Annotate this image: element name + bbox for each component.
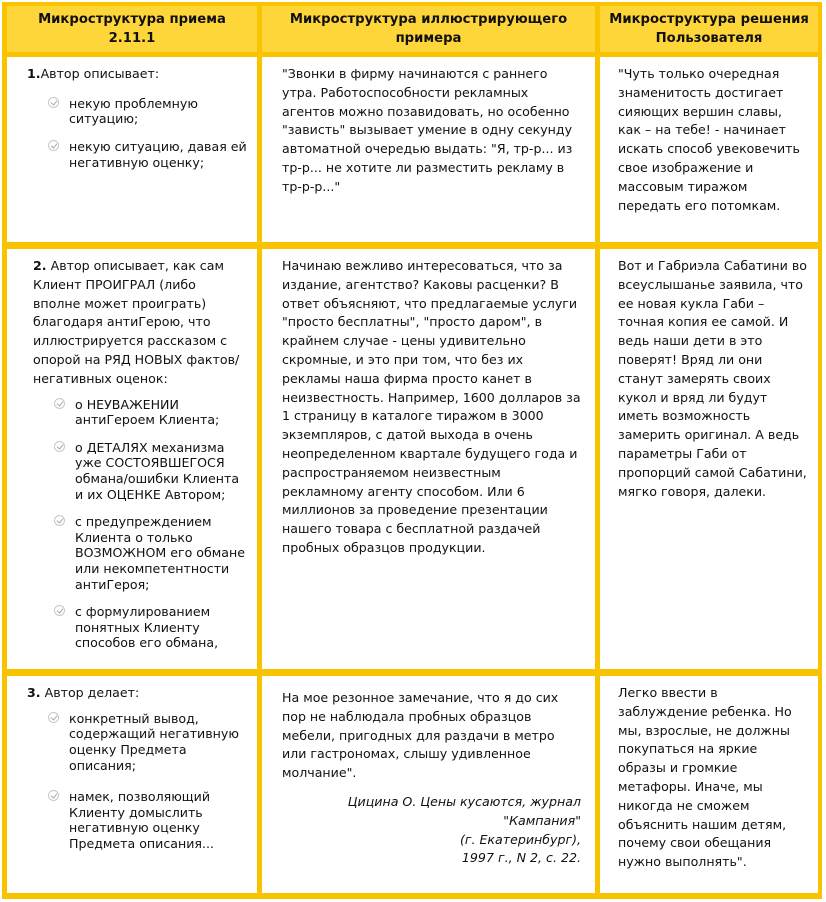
check-circle-icon	[54, 605, 65, 616]
header-col-technique: Микроструктура приема 2.11.1	[7, 6, 257, 52]
row2-example: Начинаю вежливо интересоваться, что за издание, агентство? Каковы расценки? В ответ объясняют, что предлагаемые услуги "просто бесплатны", "просто даром", в крайнем случае - цены удивительно скромные, и это при том, что без их рекламы наша фирма просто канет в неизвестность. Например, 1600 долларов за 1 страницу в каталоге тиражом в 3000 экземпляров, с датой выхода в очень неопределенном квартале будущего года и распространяемом неизвестным рекламному агенту способом. Или 6 миллионов за проведение презентации нашего товара с бесплатной раздачей пробных образцов продукции.	[262, 249, 595, 669]
check-circle-icon	[48, 140, 59, 151]
row2-solution: Вот и Габриэла Сабатини во всеуслышанье заявила, что ее новая кукла Габи – точная копия ее самой. И ведь наши дети в это поверят! Вряд ли они станут замерять своих кукол и вряд ли будут иметь возможность замерить оригинал. А ведь параметры Габи от пропорций самой Сабатини, мягко говоря, далеки.	[600, 249, 818, 669]
header-col-solution: Микроструктура решения Пользователя	[600, 6, 818, 52]
row3-solution: Легко ввести в заблуждение ребенка. Но мы, взрослые, не должны покупаться на яркие образы и громкие метафоры. Иначе, мы никогда не сможем объяснить нашим детям, почему свои обещания нужно выполнять".	[600, 676, 818, 893]
list-item: намек, позволяющий Клиенту домыслить негативную оценку Предмета описания...	[47, 789, 247, 851]
row-number: 2.	[33, 258, 47, 273]
row1-example: "Звонки в фирму начинаются с раннего утра. Работоспособности рекламных агентов можно позавидовать, но особенно "зависть" вызывает умение в одну секунду автоматной очередью выдать: "Я, тр-р... из тр-р... не хотите ли разместить рекламу в тр-р-р..."	[262, 57, 595, 242]
row2-technique: 2. Автор описывает, как сам Клиент ПРОИГРАЛ (либо вполне может проиграть) благодаря антиГерою, что иллюстрируется рассказом с опорой на РЯД НОВЫХ фактов/негативных оценок: о НЕУВАЖЕНИИ антиГероем Клиента; о ДЕТАЛЯХ механизма уже СОСТОЯВШЕГОСЯ обмана/ошибки Клиента и их ОЦЕНКЕ Автором; с предупреждением Клиента о только ВОЗМОЖНОМ его обмане или некомпетентности антиГероя; с формулированием понятных Клиенту способов его обмана,	[7, 249, 257, 669]
check-circle-icon	[48, 97, 59, 108]
citation: Цицина О. Цены кусаются, журнал "Кампания" (г. Екатеринбург), 1997 г., N 2, с. 22.	[347, 793, 581, 866]
header-col-example: Микроструктура иллюстрирующего примера	[262, 6, 595, 52]
list-item: о НЕУВАЖЕНИИ антиГероем Клиента;	[53, 397, 247, 428]
check-circle-icon	[54, 515, 65, 526]
row1-solution: "Чуть только очередная знаменитость достигает сияющих вершин славы, как – на тебе! - начинает искать способ увековечить свое изображение и массовым тиражом передать его потомкам.	[600, 57, 818, 242]
list-item: некую ситуацию, давая ей негативную оценку;	[47, 139, 247, 170]
row1-technique: 1.Автор описывает: некую проблемную ситуацию; некую ситуацию, давая ей негативную оценку;	[7, 57, 257, 242]
check-circle-icon	[48, 712, 59, 723]
check-circle-icon	[54, 441, 65, 452]
list-item: с предупреждением Клиента о только ВОЗМОЖНОМ его обмане или некомпетентности антиГероя;	[53, 514, 247, 592]
list-item: с формулированием понятных Клиенту способов его обмана,	[53, 604, 247, 651]
check-circle-icon	[48, 790, 59, 801]
list-item: о ДЕТАЛЯХ механизма уже СОСТОЯВШЕГОСЯ обмана/ошибки Клиента и их ОЦЕНКЕ Автором;	[53, 440, 247, 502]
row3-example: На мое резонное замечание, что я до сих пор не наблюдала пробных образцов мебели, пригодных для раздачи в метро или гастрономах, слышу удивленное молчание". Цицина О. Цены кусаются, журнал "Кампания" (г. Екатеринбург), 1997 г., N 2, с. 22.	[262, 676, 595, 893]
list-item: конкретный вывод, содержащий негативную оценку Предмета описания;	[47, 711, 247, 773]
row3-technique: 3. Автор делает: конкретный вывод, содержащий негативную оценку Предмета описания; намек, позволяющий Клиенту домыслить негативную оценку Предмета описания...	[7, 676, 257, 893]
row-number: 1.	[27, 66, 41, 81]
row-number: 3.	[27, 685, 41, 700]
check-circle-icon	[54, 398, 65, 409]
list-item: некую проблемную ситуацию;	[47, 96, 247, 127]
